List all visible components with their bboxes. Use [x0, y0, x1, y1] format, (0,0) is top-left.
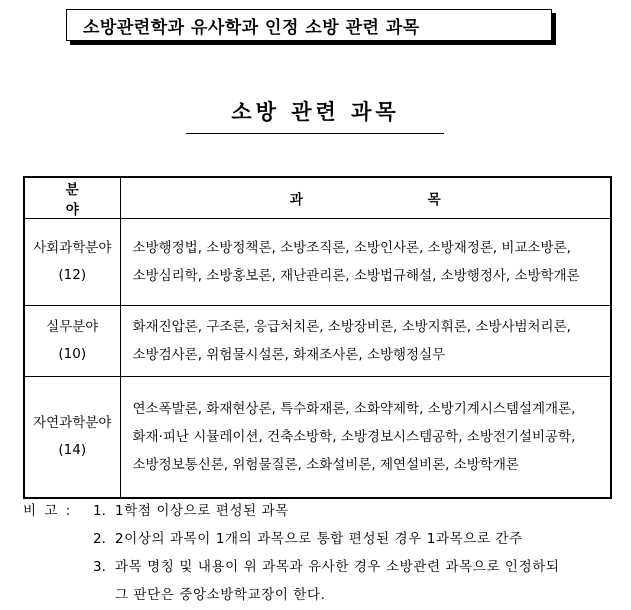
course-line: 화재진압론, 구조론, 응급처치론, 소방장비론, 소방지휘론, 소방사범처리론,: [132, 319, 571, 335]
note-text: 2이상의 과목이 1개의 과목으로 통합 편성된 경우 1과목으로 간주: [115, 531, 523, 547]
notes-prefix: 비 고 :: [23, 503, 73, 519]
table-row: [24, 377, 611, 499]
note-item: [23, 525, 618, 553]
course-line: 소방행정법, 소방정책론, 소방조직론, 소방인사론, 소방재정론, 비교소방론,: [132, 240, 571, 256]
courses-cell: [120, 219, 611, 306]
title-underline: [186, 133, 444, 134]
note-text: 1학점 이상으로 편성된 과목: [115, 503, 289, 519]
course-line: 연소폭발론, 화재현상론, 특수화재론, 소화약제학, 소방기계시스템설계개론,: [132, 401, 576, 417]
note-number: 3.: [93, 559, 106, 575]
column-header-field: 분 야: [24, 177, 120, 219]
field-count: (14): [58, 442, 87, 458]
courses-cell: [120, 377, 611, 499]
note-text: 과목 명칭 및 내용이 위 과목과 유사한 경우 소방관련 과목으로 인정하되: [115, 559, 560, 575]
field-name: 실무분야: [46, 319, 99, 335]
field-name: 사회과학분야: [33, 240, 112, 256]
field-cell: [24, 306, 120, 377]
header-text: 소방관련학과 유사학과 인정 소방 관련 과목: [83, 17, 420, 38]
course-line: 소방심리학, 소방홍보론, 재난관리론, 소방법규해설, 소방행정사, 소방학개론: [132, 268, 580, 284]
note-number: 2.: [93, 531, 106, 547]
courses-cell: [120, 306, 611, 377]
subjects-table: [23, 176, 612, 499]
note-number: 1.: [93, 503, 106, 519]
note-item: [23, 553, 618, 581]
field-count: (10): [58, 346, 87, 362]
note-continuation: 그 판단은 중앙소방학교장이 한다.: [115, 587, 326, 603]
table-row: [24, 306, 611, 377]
field-count: (12): [58, 267, 87, 283]
course-line: 화재·피난 시뮬레이션, 건축소방학, 소방경보시스템공학, 소방전기설비공학,: [132, 429, 576, 445]
note-item: [23, 497, 618, 525]
field-cell: [24, 219, 120, 306]
header-box: [66, 9, 552, 41]
field-cell: [24, 377, 120, 499]
table-header-row: [24, 177, 611, 219]
course-line: 소방검사론, 위험물시설론, 화재조사론, 소방행정실무: [132, 347, 446, 363]
course-line: 소방정보통신론, 위험물질론, 소화설비론, 제연설비론, 소방학개론: [132, 457, 519, 473]
notes-section: [23, 497, 618, 609]
table-row: [24, 219, 611, 306]
page-title: 소방 관련 과목: [231, 100, 400, 124]
column-header-subjects: 과 목: [120, 177, 611, 219]
field-name: 자연과학분야: [33, 415, 112, 431]
